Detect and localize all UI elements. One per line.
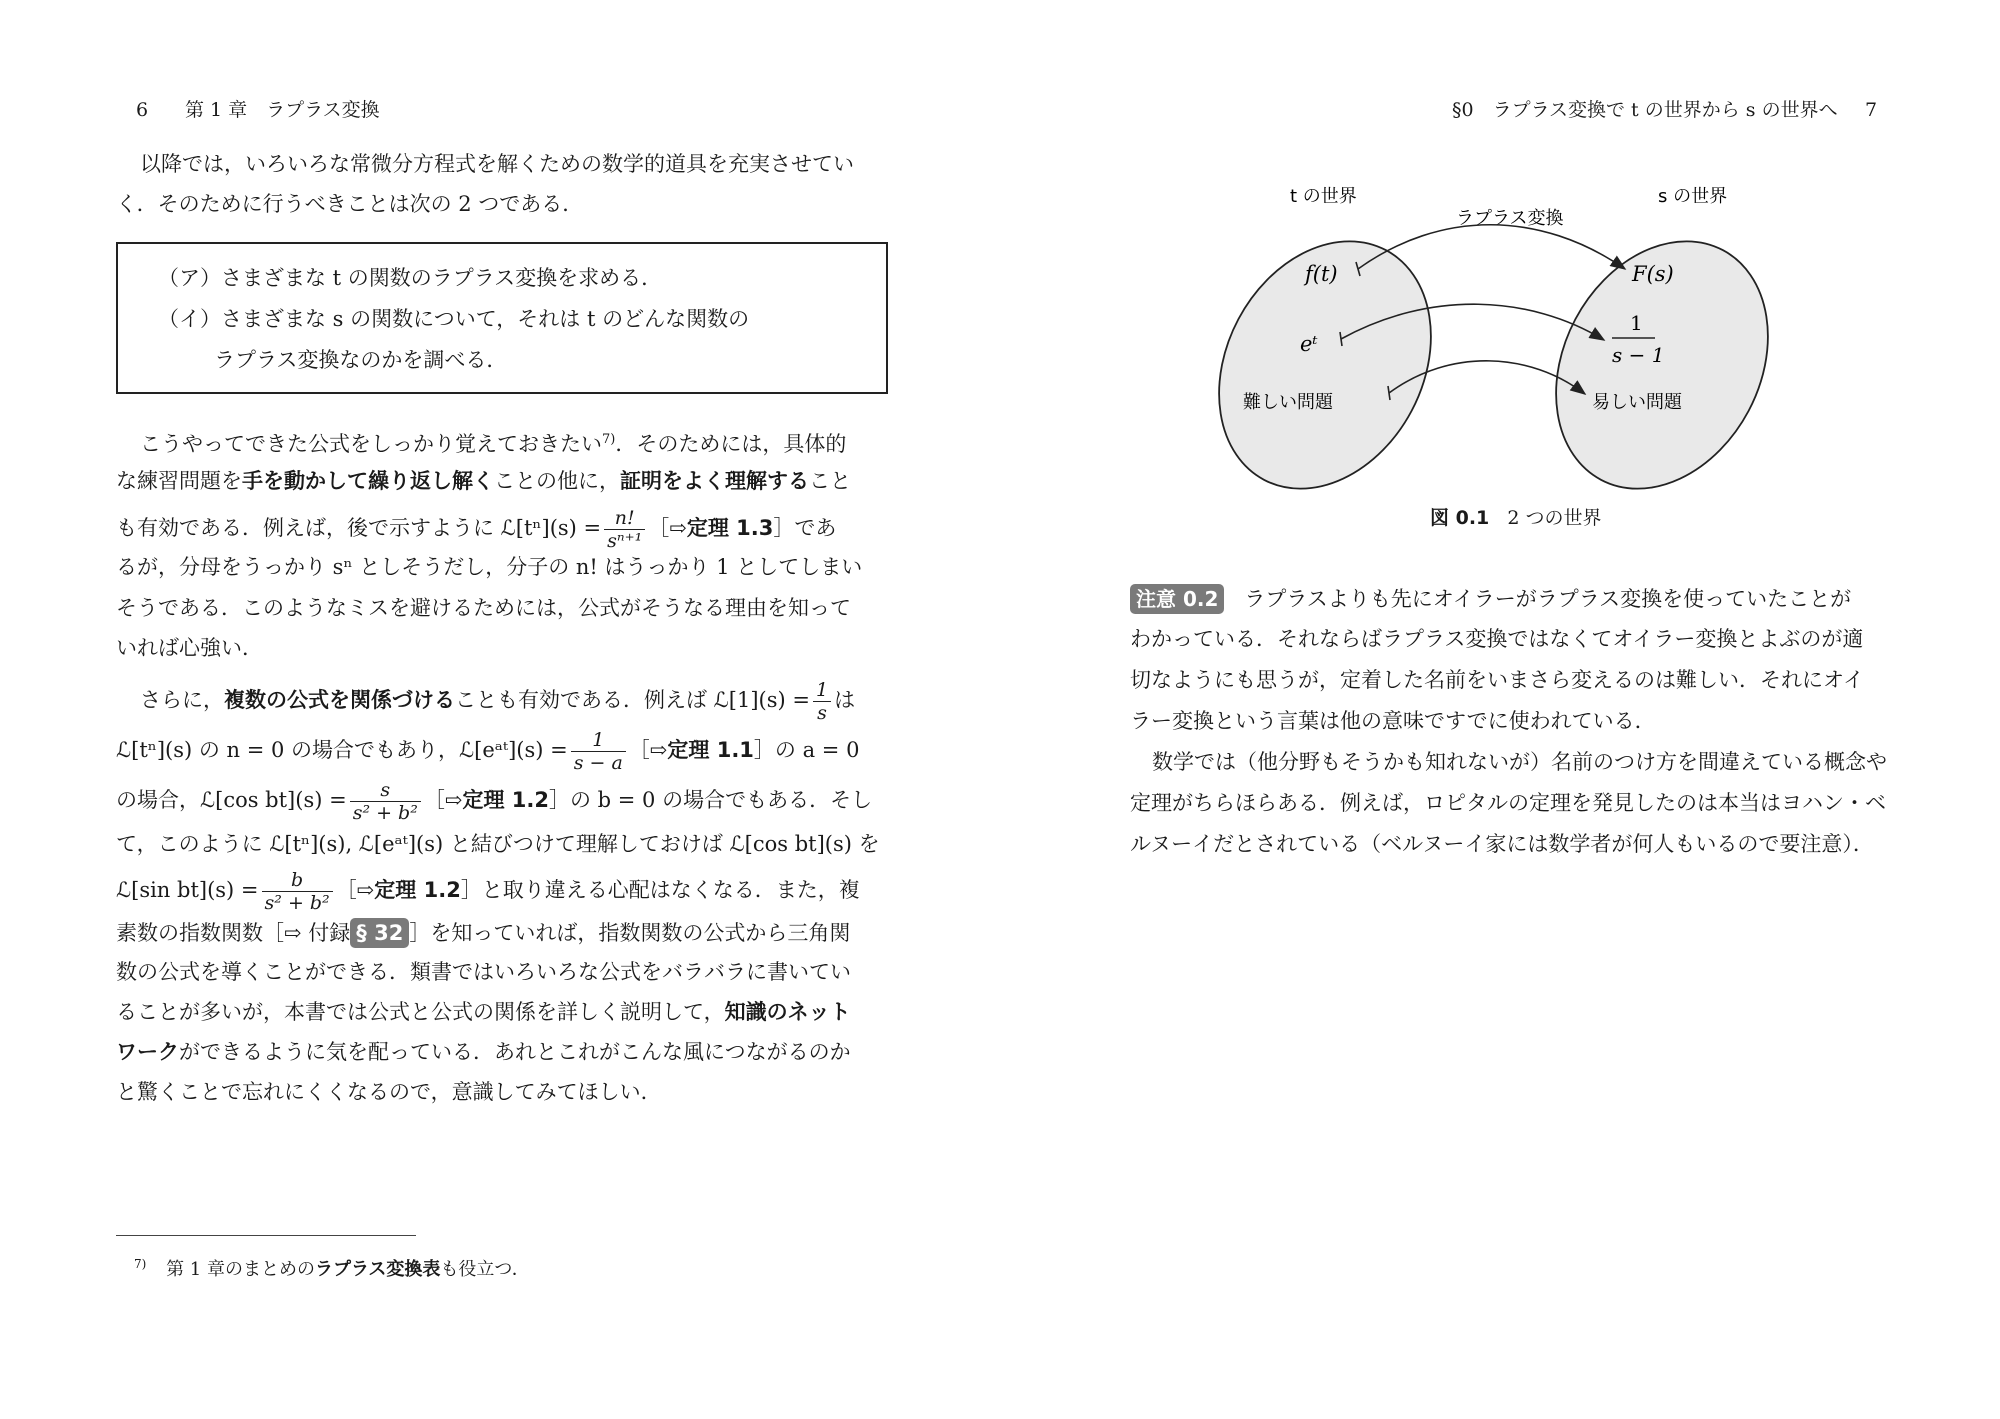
footnote-rule [116,1235,416,1236]
numerator: 1 [571,729,626,752]
denominator: s [817,702,827,724]
appendix-ref-tag[interactable]: § 32 [350,918,409,948]
formula-text: ℒ[tⁿ](s) の n = 0 の場合でもあり，ℒ[eᵃᵗ](s) = [116,738,568,762]
page-number-right: 7 [1865,99,1878,121]
item-f-of-t: f(t) [1305,262,1338,286]
numerator: n! [604,507,645,530]
text: さらに， [140,688,224,712]
note-tag: 注意 0.2 [1130,584,1224,614]
text: ［⇨ [423,788,463,812]
para1-line-6: いれば心強い． [116,636,263,660]
running-head-right: §0 ラプラス変換で t の世界から s の世界へ [1452,99,1838,121]
note-line-1 [1130,584,1851,614]
theorem-ref: 定理 1.1 [667,738,754,762]
note-line-2: わかっている．それならばラプラス変換ではなくてオイラー変換とよぶのが適 [1130,627,1864,651]
emphasis: ラプラス変換表 [314,1259,441,1280]
fraction [571,729,626,774]
numerator: s [350,779,421,802]
text: ［⇨ [648,516,687,540]
denominator: s − a [573,752,623,774]
text: ］であ [773,516,837,540]
intro-line-2: く．そのために行うべきことは次の 2 つである． [116,192,584,216]
note-line-6: 定理がちらほらある．例えば，ロピタルの定理を発見したのは本当はヨハン・ベ [1130,791,1886,815]
numerator: 1 [813,679,831,702]
note-line-4: ラー変換という言葉は他の意味ですでに使われている． [1130,709,1656,733]
text: ］の a = 0 [753,738,860,762]
emphasis: ワーク [116,1040,179,1064]
box-item-b-2: ラプラス変換なのかを調べる． [214,348,508,372]
footnote-text: も役立つ． [440,1259,530,1280]
para2-line-4: て，このように ℒ[tⁿ](s), ℒ[eᵃᵗ](s) と結びつけて理解しておけば ℒ[cos bt](s) を [116,832,880,856]
item-F-of-s: F(s) [1632,262,1674,286]
formula-text: の場合，ℒ[cos bt](s) = [116,788,347,812]
emphasis: 知識のネット [724,1000,851,1024]
text: ができるように気を配っている．あれとこれがこんな風につながるのか [179,1040,851,1064]
para1-line-3 [116,500,836,556]
box-item-b-1: （イ）さまざまな s の関数について，それは t のどんな関数の [158,307,750,331]
para1-line-4: るが，分母をうっかり sⁿ としそうだし，分子の n! はうっかり 1 としてしまい [116,555,863,579]
para1-text: こうやってできた公式をしっかり覚えておきたい [140,432,602,456]
para1-line-5: そうである．このようなミスを避けるためには，公式がそうなる理由を知って [116,596,851,620]
para2-line-10: と驚くことで忘れにくくなるので，意識してみてほしい． [116,1080,662,1104]
right-page [1000,0,2000,1419]
text: ］を知っていれば，指数関数の公式から三角関 [409,921,851,945]
fraction [604,507,645,552]
theorem-ref: 定理 1.3 [686,516,774,540]
item-e-t: eᵗ [1300,332,1318,356]
page-number-left: 6 [136,99,149,121]
box-item-a: （ア）さまざまな t の関数のラプラス変換を求める． [158,266,663,290]
para2-line-9 [116,1038,851,1066]
denominator: s² + b² [264,892,330,914]
t-world-ellipse [1200,204,1473,490]
two-worlds-figure [1200,180,1800,490]
footnote-text: 第 1 章のまとめの [166,1259,315,1280]
text: ［⇨ [628,738,668,762]
text: な練習問題を [116,469,242,493]
para2-line-3 [116,772,872,828]
fraction [350,779,421,824]
note-text: ラプラスよりも先にオイラーがラプラス変換を使っていたことが [1244,587,1852,611]
numerator: b [262,869,333,892]
formula-text: も有効である．例えば，後で示すように ℒ[tⁿ](s) = [116,516,602,540]
formula-text: ことも有効である．例えば ℒ[1](s) = [455,688,810,712]
para1-line-1 [140,426,846,458]
caption-text: 2 つの世界 [1507,507,1602,529]
item-hard-problem: 難しい問題 [1243,392,1333,413]
note-line-5: 数学では（他分野もそうかも知れないが）名前のつけ方を間違えている概念や [1152,750,1887,774]
text: ことの他に， [494,469,620,493]
text: ［⇨ [335,878,375,902]
text: ることが多いが，本書では公式と公式の関係を詳しく説明して， [116,1000,725,1024]
footnote-mark: 7) [134,1257,147,1271]
caption-number: 図 0.1 [1430,507,1490,529]
fraction [813,679,831,724]
theorem-ref: 定理 1.2 [462,788,549,812]
item-frac-num: 1 [1630,311,1643,335]
para2-line-1 [140,672,855,728]
text: ］の b = 0 の場合でもある．そし [548,788,873,812]
text: 素数の指数関数［⇨ 付録 [116,921,351,945]
figure-caption [1430,503,1601,530]
text: こと [809,469,851,493]
formula-text: ℒ[sin bt](s) = [116,878,259,902]
para2-line-5 [116,862,860,918]
theorem-ref: 定理 1.2 [374,878,461,902]
running-head-left: 第 1 章 ラプラス変換 [185,99,380,121]
s-world-label: s の世界 [1658,186,1728,207]
emphasis: 手を動かして繰り返し解く [242,469,494,493]
para1-line-2 [116,467,851,495]
laplace-arrow-label: ラプラス変換 [1456,208,1564,229]
para2-line-7: 数の公式を導くことができる．類書ではいろいろな公式をバラバラに書いてい [116,960,851,984]
t-world-label: t の世界 [1290,186,1357,207]
para1-text: ．そのためには，具体的 [615,432,847,456]
para2-line-6 [116,918,850,948]
note-line-3: 切なようにも思うが，定着した名前をいまさら変えるのは難しい．それにオイ [1130,668,1864,692]
item-frac-den: s − 1 [1612,343,1665,367]
para2-line-8 [116,998,851,1026]
footnote [134,1250,530,1284]
item-easy-problem: 易しい問題 [1592,392,1682,413]
intro-line-1: 以降では，いろいろな常微分方程式を解くための数学的道具を充実させてい [140,152,854,176]
fraction [262,869,333,914]
denominator: sⁿ⁺¹ [607,530,643,552]
para2-line-2 [116,722,859,778]
text: ］と取り違える心配はなくなる．また，複 [460,878,860,902]
text: は [834,688,856,712]
note-line-7: ルヌーイだとされている（ベルヌーイ家には数学者が何人もいるので要注意）． [1130,832,1874,856]
emphasis: 証明をよく理解する [620,469,809,493]
emphasis: 複数の公式を関係づける [224,688,455,712]
footnote-ref: 7) [602,432,616,447]
denominator: s² + b² [352,802,418,824]
